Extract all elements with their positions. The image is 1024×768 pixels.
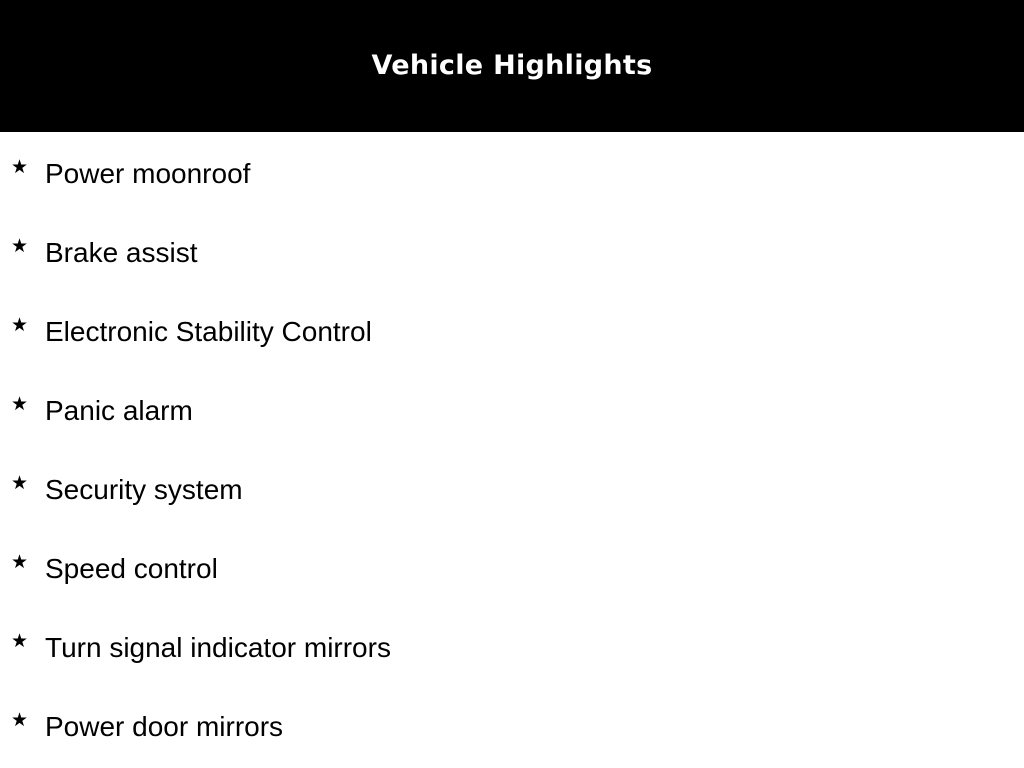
star-icon: ★ <box>11 235 29 257</box>
highlight-label: Turn signal indicator mirrors <box>45 632 391 663</box>
page-header <box>0 0 1024 132</box>
list-item <box>0 626 1024 666</box>
highlight-label: Panic alarm <box>45 395 193 426</box>
list-item <box>0 231 1024 271</box>
star-icon: ★ <box>11 472 29 494</box>
highlight-label: Brake assist <box>45 237 198 268</box>
list-item <box>0 310 1024 350</box>
star-icon: ★ <box>11 709 29 731</box>
star-icon: ★ <box>11 551 29 573</box>
highlight-label: Security system <box>45 474 243 505</box>
list-item <box>0 468 1024 508</box>
list-item <box>0 705 1024 745</box>
star-icon: ★ <box>11 156 29 178</box>
star-icon: ★ <box>11 314 29 336</box>
star-icon: ★ <box>11 630 29 652</box>
list-item <box>0 389 1024 429</box>
highlight-label: Power door mirrors <box>45 711 284 742</box>
list-item <box>0 547 1024 587</box>
list-item <box>0 152 1024 192</box>
star-icon: ★ <box>11 393 29 415</box>
highlight-label: Speed control <box>45 553 218 584</box>
page-title: Vehicle Highlights <box>371 49 653 81</box>
highlight-label: Electronic Stability Control <box>45 316 372 347</box>
highlight-label: Power moonroof <box>45 158 251 189</box>
